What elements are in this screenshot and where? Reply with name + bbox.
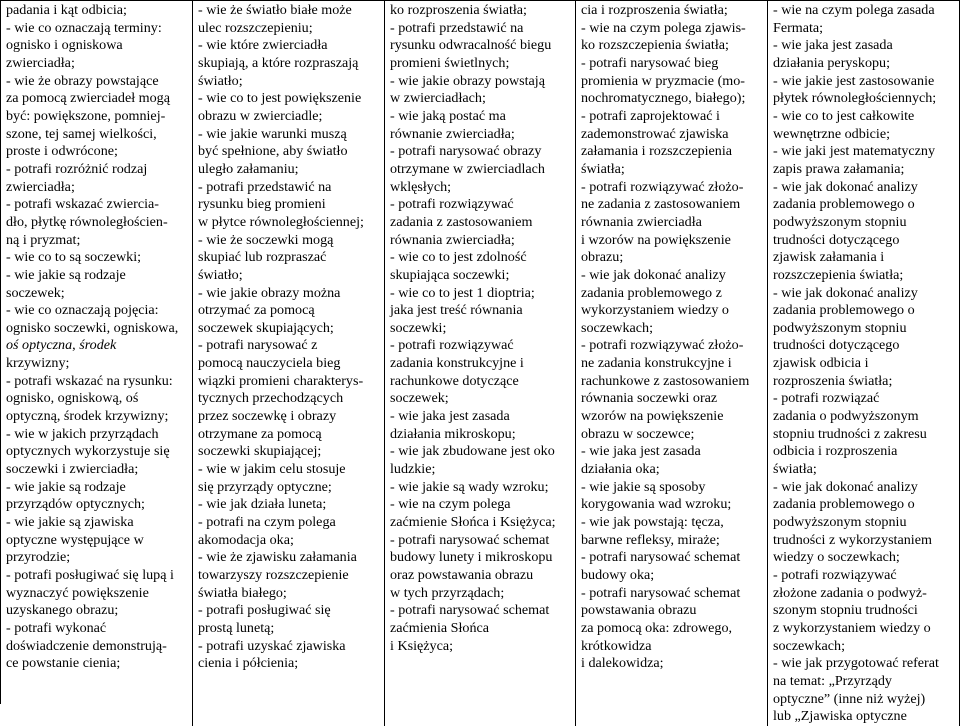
- table-column: [576, 0, 768, 726]
- text-line: podwyższonym stopniu: [773, 514, 907, 531]
- text-line: promienia w pryzmacie (mo-: [581, 72, 745, 89]
- text-line: rozszczepienia światła;: [773, 266, 904, 283]
- text-line: - potrafi rozwiązywać: [390, 196, 514, 213]
- text-line: promieni świetlnych;: [390, 54, 510, 71]
- text-line: - potrafi rozwiązywać: [390, 337, 514, 354]
- text-line: soczewki i zwierciadła;: [6, 461, 139, 478]
- text-line: światła;: [581, 160, 625, 177]
- text-line: odbicia i rozproszenia: [773, 443, 898, 460]
- text-line: uzyskanego obrazu;: [6, 602, 119, 619]
- text-line: cia i rozproszenia światła;: [581, 2, 728, 18]
- text-line: i Księżyca;: [390, 637, 454, 654]
- text-line: padania i kąt odbicia;: [6, 2, 127, 18]
- text-line: i wzorów na powiększenie: [581, 231, 731, 248]
- text-line: - potrafi narysować schemat: [581, 549, 741, 566]
- text-line: zadania o podwyższonym: [773, 408, 919, 425]
- text-line: w tych przyrządach;: [390, 584, 505, 601]
- text-line: krzywizny;: [6, 355, 70, 372]
- text-line: - potrafi rozwiązywać złożo-: [581, 178, 744, 195]
- text-line: - wie że zjawisku załamania: [198, 549, 357, 566]
- text-line: szone, tej samej wielkości,: [6, 125, 157, 142]
- text-line: - wie jaka jest zasada: [390, 408, 510, 425]
- text-line: działania peryskopu;: [773, 54, 891, 71]
- text-line: - potrafi rozwiązać: [773, 390, 880, 407]
- text-line: działania oka;: [581, 461, 660, 478]
- text-line: towarzyszy rozszczepienie: [198, 567, 349, 583]
- text-line: wzorów na powiększenie: [581, 408, 724, 425]
- text-line: proste i odwrócone;: [6, 143, 118, 160]
- text-line: - potrafi narysować z: [198, 337, 318, 354]
- text-line: soczewki skupiającej;: [198, 443, 322, 460]
- text-line: soczewek;: [6, 284, 65, 301]
- text-line: powstawania obrazu: [581, 602, 697, 619]
- text-line: - wie jak dokonać analizy: [773, 478, 918, 495]
- text-line: w płytce równoległościennej;: [198, 213, 364, 230]
- text-line: - potrafi posługiwać się: [198, 602, 331, 619]
- text-line: - wie jakie jest zastosowanie: [773, 72, 935, 89]
- text-line: - wie jakie obrazy powstają: [390, 72, 545, 89]
- text-line: i dalekowidza;: [581, 655, 664, 672]
- text-line: zadania z zastosowaniem: [390, 213, 533, 230]
- text-line: szonym stopniu trudności: [773, 602, 918, 619]
- text-line: - wie jak dokonać analizy: [773, 178, 918, 195]
- text-line: być spełnione, aby światło: [198, 143, 348, 160]
- text-line: równania soczewki oraz: [581, 390, 718, 407]
- text-line: budowy oka;: [581, 567, 655, 583]
- text-line: - wie jakie obrazy można: [198, 284, 341, 301]
- text-line: ne zadania z zastosowaniem: [581, 196, 741, 213]
- text-line: barwne refleksy, miraże;: [581, 531, 720, 548]
- text-line: - potrafi narysować obrazy: [390, 143, 542, 160]
- text-line: zadania problemowego z: [581, 284, 722, 301]
- text-line: soczewki;: [390, 319, 447, 336]
- text-line: obrazu w zwierciadle;: [198, 107, 323, 124]
- text-line: zadania konstrukcyjne i: [390, 355, 524, 372]
- text-line: oś optyczna, środek: [6, 337, 117, 354]
- table-column: [193, 0, 385, 726]
- text-line: optyczne występujące w: [6, 531, 144, 548]
- text-line: oraz powstawania obrazu: [390, 567, 534, 583]
- text-line: zademonstrować zjawiska: [581, 125, 729, 142]
- text-line: - wie jak działa luneta;: [198, 496, 327, 513]
- text-line: otrzymać za pomocą: [198, 302, 315, 319]
- text-line: równania zwierciadła;: [390, 231, 515, 248]
- text-line: - potrafi uzyskać zjawiska: [198, 637, 346, 654]
- text-line: wykorzystaniem wiedzy o: [581, 302, 729, 319]
- text-line: soczewkach;: [581, 319, 653, 336]
- text-line: - wie na czym polega: [390, 496, 511, 513]
- text-line: trudności z wykorzystaniem: [773, 531, 932, 548]
- text-line: załamania i rozszczepienia: [581, 143, 733, 160]
- text-line: - wie jaka jest zasada: [581, 443, 701, 460]
- text-line: zaćmienie Słońca i Księżyca;: [390, 514, 556, 531]
- text-line: budowy lunety i mikroskopu: [390, 549, 553, 566]
- text-line: wklęsłych;: [390, 178, 452, 195]
- text-line: tycznych przechodzących: [198, 390, 344, 407]
- text-line: - potrafi przedstawić na: [390, 19, 524, 36]
- text-line: rachunkowe z zastosowaniem: [581, 372, 750, 389]
- text-line: zjawisk odbicia i: [773, 355, 869, 372]
- text-line: - wie jak dokonać analizy: [773, 284, 918, 301]
- text-line: skupiać lub rozpraszać: [198, 249, 327, 266]
- text-line: wyznaczyć powiększenie: [6, 584, 149, 601]
- text-line: - wie jak przygotować referat: [773, 655, 939, 672]
- text-line: zapis prawa załamania;: [773, 160, 905, 177]
- text-line: uległo załamaniu;: [198, 160, 299, 177]
- text-line: rysunku bieg promieni: [198, 196, 326, 213]
- text-line: - potrafi wskazać na rysunku:: [6, 372, 173, 389]
- text-line: - wie co oznaczają pojęcia:: [6, 302, 159, 319]
- text-line: trudności dotyczącego: [773, 231, 900, 248]
- text-line: przyrodzie;: [6, 549, 71, 566]
- text-line: - wie jak powstają: tęcza,: [581, 514, 724, 531]
- text-line: rysunku odwracalność biegu: [390, 37, 552, 54]
- text-line: - potrafi wykonać: [6, 619, 107, 636]
- text-line: równanie zwierciadła;: [390, 125, 515, 142]
- text-line: soczewek skupiających;: [198, 319, 334, 336]
- table-column: [385, 0, 576, 726]
- text-line: przyrządów optycznych;: [6, 496, 145, 513]
- text-line: działania mikroskopu;: [390, 425, 516, 442]
- text-line: pomocą nauczyciela bieg: [198, 355, 341, 372]
- text-line: - wie jak dokonać analizy: [581, 266, 726, 283]
- text-line: akomodacja oka;: [198, 531, 294, 548]
- text-line: podwyższonym stopniu: [773, 319, 907, 336]
- text-line: - wie jaka jest zasada: [773, 37, 893, 54]
- text-line: zadania problemowego o: [773, 496, 915, 513]
- text-line: światła białego;: [198, 584, 287, 601]
- text-line: lub „Zjawiska optyczne: [773, 708, 907, 725]
- text-line: za pomocą oka: zdrowego,: [581, 619, 733, 636]
- text-line: trudności dotyczącego: [773, 337, 900, 354]
- text-line: wiązki promieni charakterys-: [198, 372, 364, 389]
- text-line: złożone zadania o podwyż-: [773, 584, 927, 601]
- text-line: - potrafi narysować bieg: [581, 54, 719, 71]
- text-line: obrazu w soczewce;: [581, 425, 695, 442]
- text-line: ognisko, ogniskową, oś: [6, 390, 139, 407]
- text-line: z wykorzystaniem wiedzy o: [773, 619, 931, 636]
- text-line: - wie jakie są zjawiska: [6, 514, 134, 531]
- text-line: - wie jakie są rodzaje: [6, 478, 126, 495]
- text-line: - wie jaką postać ma: [390, 107, 506, 124]
- text-line: zaćmienia Słońca: [390, 619, 490, 636]
- text-line: prostą lunetą;: [198, 619, 275, 636]
- text-line: - wie jaki jest matematyczny: [773, 143, 936, 160]
- text-line: ne zadania konstrukcyjne i: [581, 355, 732, 372]
- text-line: ko rozszczepienia światła;: [581, 37, 729, 54]
- text-line: - potrafi narysować schemat: [390, 602, 550, 619]
- text-line: wiedzy o soczewkach;: [773, 549, 900, 566]
- text-line: - potrafi rozróżnić rodzaj: [6, 160, 148, 177]
- text-line: płytek równoległościennych;: [773, 90, 937, 107]
- text-line: zwierciadła;: [6, 54, 75, 71]
- text-line: za pomocą zwierciadeł mogą: [6, 90, 170, 107]
- text-line: - wie jakie są wady wzroku;: [390, 478, 549, 495]
- text-line: - wie że światło białe może: [198, 2, 352, 18]
- text-line: rozproszenia światła;: [773, 372, 893, 389]
- text-line: ce powstanie cienia;: [6, 655, 121, 672]
- text-line: - potrafi wskazać zwiercia-: [6, 196, 159, 213]
- text-line: - wie co oznaczają terminy:: [6, 19, 162, 36]
- text-line: - potrafi narysować schemat: [390, 531, 550, 548]
- text-line: - wie jak zbudowane jest oko: [390, 443, 555, 460]
- text-line: światło;: [198, 266, 243, 283]
- text-line: zadania problemowego o: [773, 196, 915, 213]
- text-line: zjawisk załamania i: [773, 249, 885, 266]
- text-line: - wie jakie warunki muszą: [198, 125, 347, 142]
- text-line: na temat: „Przyrządy: [773, 672, 892, 689]
- text-line: otrzymane w zwierciadlach: [390, 160, 545, 177]
- text-line: ludzkie;: [390, 461, 436, 478]
- text-line: wewnętrzne odbicie;: [773, 125, 891, 142]
- text-line: - wie na czym polega zasada: [773, 2, 935, 18]
- text-line: krótkowidza: [581, 637, 652, 654]
- text-line: - potrafi rozwiązywać: [773, 567, 897, 583]
- text-line: w zwierciadłach;: [390, 90, 486, 107]
- text-line: optyczne” (inne niż wyżej): [773, 690, 926, 707]
- text-line: ną i pryzmat;: [6, 231, 81, 248]
- text-line: - wie że soczewki mogą: [198, 231, 334, 248]
- text-line: - potrafi na czym polega: [198, 514, 336, 531]
- text-line: - potrafi posługiwać się lupą i: [6, 567, 174, 583]
- text-line: światła;: [773, 461, 817, 478]
- text-line: ognisko soczewki, ogniskowa,: [6, 319, 179, 336]
- text-line: - wie w jakim celu stosuje: [198, 461, 346, 478]
- text-line: przez soczewkę i obrazy: [198, 408, 337, 425]
- text-line: - potrafi narysować schemat: [581, 584, 741, 601]
- text-line: optyczną, środek krzywizny;: [6, 408, 169, 425]
- text-line: - wie jakie są rodzaje: [6, 266, 126, 283]
- text-line: soczewkach;: [773, 637, 845, 654]
- text-line: - potrafi rozwiązywać złożo-: [581, 337, 744, 354]
- text-line: - wie jakie są sposoby: [581, 478, 706, 495]
- text-line: - potrafi zaprojektować i: [581, 107, 720, 124]
- text-line: stopniu trudności z zakresu: [773, 425, 927, 442]
- text-line: skupiają, a które rozpraszają: [198, 54, 359, 71]
- text-line: dło, płytkę równoległościen-: [6, 213, 168, 230]
- text-line: korygowania wad wzroku;: [581, 496, 732, 513]
- text-line: ko rozproszenia światła;: [390, 2, 527, 18]
- text-line: światło;: [198, 72, 243, 89]
- table-column: [1, 0, 193, 726]
- text-line: zadania problemowego o: [773, 302, 915, 319]
- text-line: rachunkowe dotyczące: [390, 372, 519, 389]
- text-line: się przyrządy optyczne;: [198, 478, 332, 495]
- text-line: - potrafi przedstawić na: [198, 178, 332, 195]
- table-column: [768, 0, 960, 726]
- text-line: - wie w jakich przyrządach: [6, 425, 159, 442]
- text-line: zwierciadła;: [6, 178, 75, 195]
- text-line: - wie że obrazy powstające: [6, 72, 159, 89]
- text-line: - wie co to jest 1 dioptria;: [390, 284, 535, 301]
- text-line: - wie co to jest powiększenie: [198, 90, 362, 107]
- text-line: obrazu;: [581, 249, 624, 266]
- text-line: - wie na czym polega zjawis-: [581, 19, 746, 36]
- text-line: jaka jest treść równania: [390, 302, 523, 319]
- text-line: równania zwierciadła: [581, 213, 702, 230]
- text-line: - wie co to jest zdolność: [390, 249, 527, 266]
- text-line: soczewek;: [390, 390, 449, 407]
- text-line: cienia i półcienia;: [198, 655, 299, 672]
- text-line: doświadczenie demonstrują-: [6, 637, 167, 654]
- text-line: otrzymane za pomocą: [198, 425, 322, 442]
- text-line: - wie które zwierciadła: [198, 37, 328, 54]
- text-line: ognisko i ogniskowa: [6, 37, 123, 54]
- text-line: - wie co to są soczewki;: [6, 249, 142, 266]
- text-line: skupiająca soczewki;: [390, 266, 510, 283]
- text-line: ulec rozszczepieniu;: [198, 19, 313, 36]
- text-line: optycznych wykorzystuje się: [6, 443, 170, 460]
- text-line: Fermata;: [773, 19, 824, 36]
- text-line: być: powiększone, pomniej-: [6, 107, 166, 124]
- text-line: podwyższonym stopniu: [773, 213, 907, 230]
- text-line: nochromatycznego, białego);: [581, 90, 746, 107]
- text-line: - wie co to jest całkowite: [773, 107, 915, 124]
